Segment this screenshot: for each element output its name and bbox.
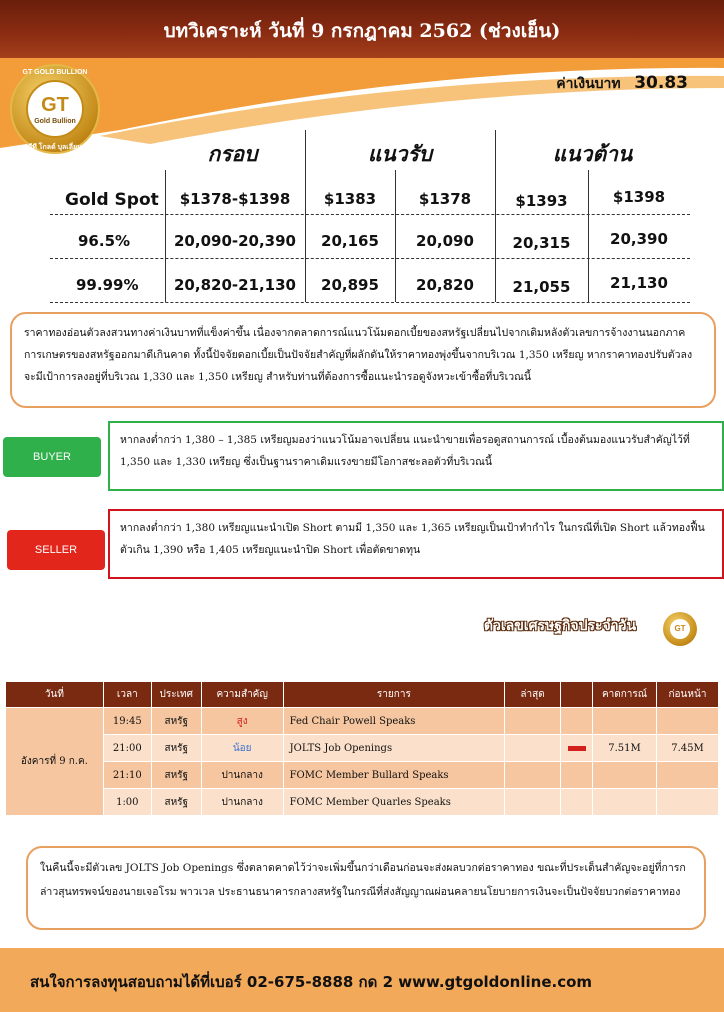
col-event: รายการ <box>283 682 505 708</box>
row-label-96-5: 96.5% <box>78 232 131 250</box>
indicator-cell <box>561 708 593 735</box>
actual-cell <box>505 789 561 816</box>
row-label-99-99: 99.99% <box>76 276 139 294</box>
resistance-2-cell: $1398 <box>612 188 666 206</box>
resistance-1-cell: 20,315 <box>512 234 571 252</box>
market-summary: ราคาทองอ่อนตัวลงสวนทางค่าเงินบาทที่แข็งค่าขึ้น เนื่องจากตลาดการณ์แนวโน้มดอกเบี้ยของสหรัฐเปลี่ยนไปจากเดิมหลังตัวเลขการจ้างงานนอกภาคการเกษตรของสหรัฐออกมาดีเกินคาด ทั้งนี้ปัจจัยดอกเบี้ยเป็นปัจจัยสำคัญที่ผลักดันให้ราคาทองพุ่งขึ้นจากบริเวณ 1,350 เหรียญ หากราคาทองปรับตัวลงจะมีเป้าการลงอยู่ที่บริเวณ 1,330 และ 1,350 เหรียญ สำหรับท่านที่ต้องการซื้อแนะนำรอดูจังหวะเข้าซื้อที่บริเวณนี้ <box>10 312 716 408</box>
col-actual: ล่าสุด <box>505 682 561 708</box>
col-time: เวลา <box>103 682 151 708</box>
importance-cell: น้อย <box>201 735 283 762</box>
time-cell: 21:10 <box>103 762 151 789</box>
forecast-cell <box>593 708 657 735</box>
col-indicator <box>561 682 593 708</box>
negative-dash-icon <box>568 746 586 751</box>
importance-cell: ปานกลาง <box>201 762 283 789</box>
support-1-cell: 20,165 <box>321 232 379 250</box>
row-separator <box>50 258 690 259</box>
gt-gold-bullion-logo <box>10 64 100 154</box>
support-2-cell: 20,820 <box>416 276 474 294</box>
header-range: กรอบ <box>207 142 258 166</box>
logo-ring-bottom-text: จีที โกลด์ บุลเลี่ยน <box>28 144 82 151</box>
support-2-cell: 20,090 <box>416 232 474 250</box>
exchange-rate-label: ค่าเงินบาท <box>556 76 621 92</box>
indicator-cell <box>561 789 593 816</box>
support-1-cell: $1383 <box>323 190 377 208</box>
previous-cell <box>656 708 718 735</box>
buyer-advice: หากลงต่ำกว่า 1,380 – 1,385 เหรียญมองว่าแนวโน้มอาจเปลี่ยน แนะนำขายเพื่อรอดูสถานการณ์ เบื้องต้นมองแนวรับสำคัญไว้ที่ 1,350 และ 1,330 เหรียญ ซึ่งเป็นฐานราคาเดิมแรงขายมีโอกาสชะลอตัวที่บริเวณนี้ <box>108 421 724 491</box>
event-cell: JOLTS Job Openings <box>283 735 505 762</box>
economic-calendar-table <box>5 681 719 816</box>
indicator-cell <box>561 735 593 762</box>
divider <box>495 130 496 302</box>
col-previous: ก่อนหน้า <box>656 682 718 708</box>
row-separator <box>50 302 690 303</box>
coin-mark: GT <box>670 619 690 639</box>
logo-ring-top-text: GT GOLD BULLION <box>22 69 88 76</box>
time-cell: 19:45 <box>103 708 151 735</box>
actual-cell <box>505 762 561 789</box>
logo-sub-text: Gold Bullion <box>34 118 76 125</box>
event-cell: FOMC Member Quarles Speaks <box>283 789 505 816</box>
logo-mark: GT <box>41 94 69 116</box>
economic-calendar-title: ตัวเลขเศรษฐกิจประจำวัน <box>483 618 637 634</box>
table-row <box>6 735 719 762</box>
col-date: วันที่ <box>6 682 104 708</box>
exchange-rate <box>556 73 688 95</box>
table-header-row <box>6 682 719 708</box>
resistance-1-cell: 21,055 <box>512 278 571 296</box>
time-cell: 1:00 <box>103 789 151 816</box>
buyer-tag: BUYER <box>3 437 101 477</box>
support-2-cell: $1378 <box>418 190 472 208</box>
seller-advice: หากลงต่ำกว่า 1,380 เหรียญแนะนำเปิด Short ตามมี 1,350 และ 1,365 เหรียญเป็นเป้าทำกำไร ในกรณีที่เปิด Short แล้วทองฟื้นตัวเกิน 1,390 หรือ 1,405 เหรียญแนะนำปิด Short เพื่อตัดขาดทุน <box>108 509 724 579</box>
support-1-cell: 20,895 <box>321 276 379 294</box>
resistance-2-cell: 21,130 <box>610 274 668 292</box>
country-cell: สหรัฐ <box>151 735 201 762</box>
row-separator <box>50 214 690 215</box>
header-support: แนวรับ <box>367 142 433 166</box>
actual-cell <box>505 735 561 762</box>
contact-footer: สนใจการลงทุนสอบถามได้ที่เบอร์ 02-675-8888 กด 2 www.gtgoldonline.com <box>30 973 593 991</box>
country-cell: สหรัฐ <box>151 708 201 735</box>
forecast-cell: 7.51M <box>593 735 657 762</box>
gt-coin-icon <box>663 612 697 646</box>
country-cell: สหรัฐ <box>151 789 201 816</box>
row-label-gold-spot: Gold Spot <box>65 190 159 210</box>
page-title: บทวิเคราะห์ วันที่ 9 กรกฎาคม 2562 (ช่วงเย็น) <box>163 20 561 42</box>
indicator-cell <box>561 762 593 789</box>
logo-inner-badge <box>26 80 84 138</box>
previous-cell <box>656 762 718 789</box>
resistance-1-cell: $1393 <box>515 192 568 210</box>
header-band <box>0 0 724 62</box>
range-cell: 20,090-20,390 <box>174 232 296 250</box>
event-cell: FOMC Member Bullard Speaks <box>283 762 505 789</box>
country-cell: สหรัฐ <box>151 762 201 789</box>
actual-cell <box>505 708 561 735</box>
seller-tag: SELLER <box>7 530 105 570</box>
col-importance: ความสำคัญ <box>201 682 283 708</box>
forecast-cell <box>593 762 657 789</box>
footer-band <box>0 948 724 1012</box>
range-cell: $1378-$1398 <box>179 190 291 208</box>
range-cell: 20,820-21,130 <box>174 276 296 294</box>
event-cell: Fed Chair Powell Speaks <box>283 708 505 735</box>
col-forecast: คาดการณ์ <box>593 682 657 708</box>
day-cell: อังคารที่ 9 ก.ค. <box>6 708 104 816</box>
table-row <box>6 708 719 735</box>
importance-cell: สูง <box>201 708 283 735</box>
previous-cell: 7.45M <box>656 735 718 762</box>
header-resistance: แนวต้าน <box>552 142 633 166</box>
resistance-2-cell: 20,390 <box>610 230 668 248</box>
forecast-cell <box>593 789 657 816</box>
importance-cell: ปานกลาง <box>201 789 283 816</box>
evening-note: ในคืนนี้จะมีตัวเลข JOLTS Job Openings ซึ่งตลาดคาดไว้ว่าจะเพิ่มขึ้นกว่าเดือนก่อนจะส่งผลบวกต่อราคาทอง ขณะที่ประเด็นสำคัญจะอยู่ที่การกล่าวสุนทรพจน์ของนายเจอโรม พาวเวล ประธานธนาคารกลางสหรัฐในกรณีที่ส่งสัญญาณผ่อนคลายนโยบายการเงินจะเป็นปัจจัยบวกต่อราคาทอง <box>26 846 706 930</box>
table-row <box>6 762 719 789</box>
previous-cell <box>656 789 718 816</box>
col-country: ประเทศ <box>151 682 201 708</box>
time-cell: 21:00 <box>103 735 151 762</box>
exchange-rate-value: 30.83 <box>634 73 688 93</box>
table-row <box>6 789 719 816</box>
